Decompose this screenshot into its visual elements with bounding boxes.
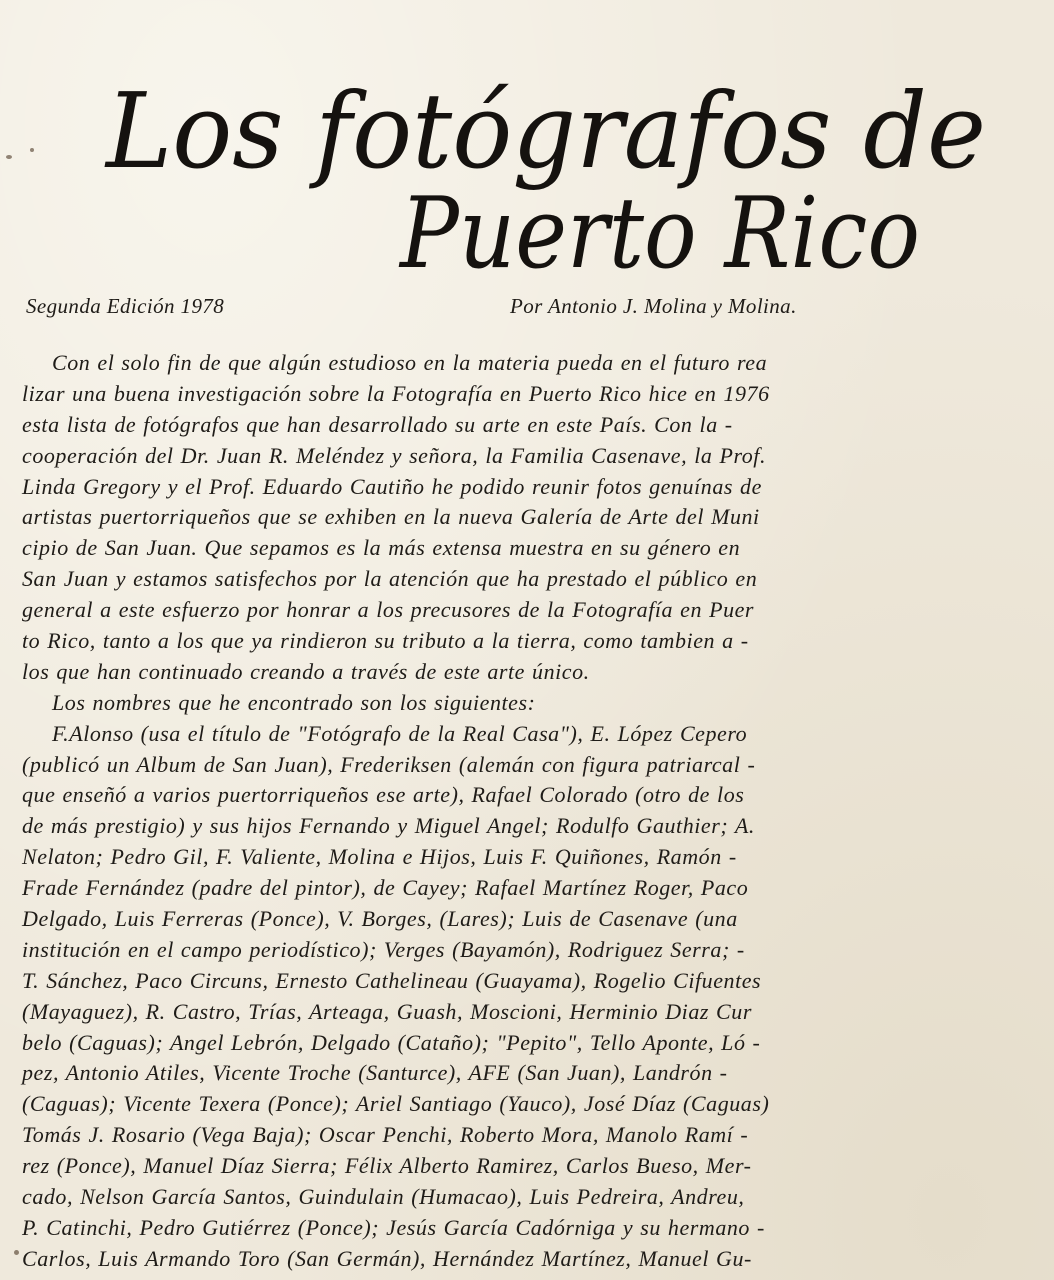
body-line: Carlos, Luis Armando Toro (San Germán), Hernández Martínez, Manuel Gu- [22, 1245, 752, 1271]
body-line: cooperación del Dr. Juan R. Meléndez y señora, la Familia Casenave, la Prof. [22, 442, 767, 468]
body-line: Delgado, Luis Ferreras (Ponce), V. Borges, (Lares); Luis de Casenave (una [22, 906, 738, 932]
body-line: (Mayaguez), R. Castro, Trías, Arteaga, Guash, Moscioni, Herminio Diaz Cur [22, 998, 752, 1024]
body-line: Linda Gregory y el Prof. Eduardo Cautiño he podido reunir fotos genuínas de [22, 473, 762, 499]
body-line: F.Alonso (usa el título de "Fotógrafo de la Real Casa"), E. López Cepero [52, 720, 748, 746]
body-line: lizar una buena investigación sobre la Fotografía en Puerto Rico hice en 1976 [22, 380, 770, 406]
author-label: Por Antonio J. Molina y Molina. [510, 294, 797, 318]
body-line: cipio de San Juan. Que sepamos es la más extensa muestra en su género en [22, 535, 741, 561]
body-line: Tomás J. Rosario (Vega Baja); Oscar Penchi, Roberto Mora, Manolo Ramí - [22, 1122, 749, 1148]
body-line: rez (Ponce), Manuel Díaz Sierra; Félix Alberto Ramirez, Carlos Bueso, Mer- [22, 1153, 752, 1179]
edition-label: Segunda Edición 1978 [26, 294, 225, 318]
body-line: San Juan y estamos satisfechos por la atención que ha prestado el público en [22, 566, 758, 592]
body-line: Con el solo fin de que algún estudioso en la materia pueda en el futuro rea [52, 350, 768, 375]
body-line: esta lista de fotógrafos que han desarrollado su arte en este País. Con la - [22, 411, 733, 437]
ink-spot [14, 1250, 19, 1255]
body-line: (publicó un Album de San Juan), Frederiksen (alemán con figura patriarcal - [22, 751, 756, 777]
body-line: pez, Antonio Atiles, Vicente Troche (Santurce), AFE (San Juan), Landrón - [22, 1060, 728, 1086]
body-line: artistas puertorriqueños que se exhiben en la nueva Galería de Arte del Muni [22, 504, 760, 530]
title-line-2: Puerto Rico [398, 177, 920, 285]
title-svg [100, 55, 1000, 285]
body-line: los que han continuado creando a través de este arte único. [22, 658, 590, 684]
body-line: Nelaton; Pedro Gil, F. Valiente, Molina e Hijos, Luis F. Quiñones, Ramón - [22, 844, 737, 870]
body-line: Los nombres que he encontrado son los siguientes: [52, 689, 536, 715]
body-line: institución en el campo periodístico); Verges (Bayamón), Rodriguez Serra; - [22, 936, 745, 962]
body-line: (Caguas); Vicente Texera (Ponce); Ariel Santiago (Yauco), José Díaz (Caguas) [22, 1091, 770, 1117]
body-line: general a este esfuerzo por honrar a los precusores de la Fotografía en Puer [22, 597, 755, 623]
body-line: P. Catinchi, Pedro Gutiérrez (Ponce); Jesús García Cadórniga y su hermano - [22, 1214, 765, 1240]
ink-spot [30, 148, 34, 152]
body-line: T. Sánchez, Paco Circuns, Ernesto Cathelineau (Guayama), Rogelio Cifuentes [22, 967, 762, 993]
title-line-1: Los fotógrafos de [104, 70, 986, 192]
body-line: de más prestigio) y sus hijos Fernando y Miguel Angel; Rodulfo Gauthier; A. [22, 813, 755, 839]
body-line: que enseñó a varios puertorriqueños ese arte), Rafael Colorado (otro de los [22, 782, 745, 808]
article-body [22, 348, 1012, 1275]
body-line: to Rico, tanto a los que ya rindieron su tributo a la tierra, como tambien a - [22, 628, 749, 654]
handwritten-title [100, 55, 1000, 285]
body-line: Frade Fernández (padre del pintor), de Cayey; Rafael Martínez Roger, Paco [22, 875, 749, 901]
body-line: belo (Caguas); Angel Lebrón, Delgado (Cataño); "Pepito", Tello Aponte, Ló - [22, 1029, 761, 1055]
ink-spot [6, 155, 12, 159]
body-line: cado, Nelson García Santos, Guindulain (Humacao), Luis Pedreira, Andreu, [22, 1184, 745, 1210]
byline-row [26, 290, 926, 324]
